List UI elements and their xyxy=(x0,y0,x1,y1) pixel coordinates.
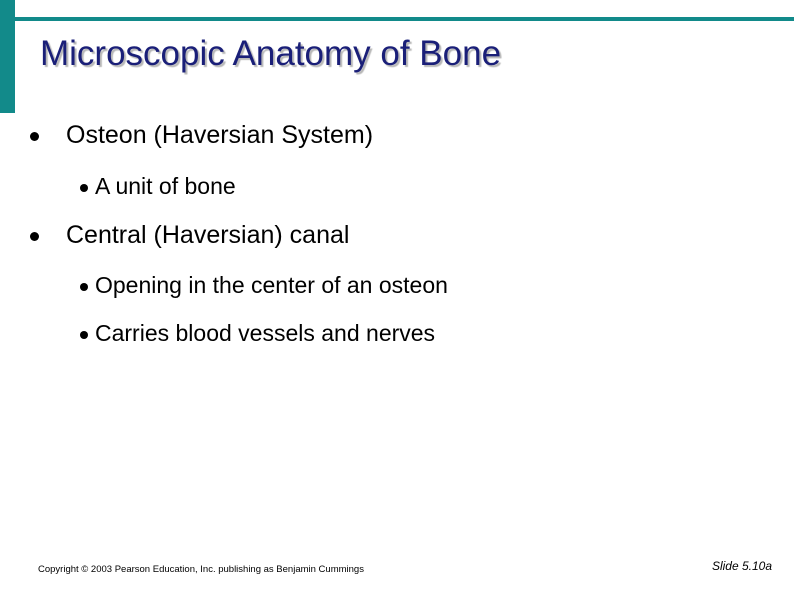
bullet-central-canal xyxy=(30,221,349,250)
subbullet-unit-of-bone xyxy=(80,173,236,200)
subbullet-carries xyxy=(80,320,435,347)
subbullet-dot-icon xyxy=(80,283,88,291)
subbullet-text: Opening in the center of an osteon xyxy=(95,272,448,298)
subbullet-dot-icon xyxy=(80,184,88,192)
bullet-text: Central (Haversian) canal xyxy=(66,221,350,249)
subbullet-opening xyxy=(80,272,448,299)
slide-number: Slide 5.10a xyxy=(711,559,772,573)
bullet-osteon xyxy=(30,121,373,150)
bullet-text: Osteon (Haversian System) xyxy=(66,121,374,149)
subbullet-text: Carries blood vessels and nerves xyxy=(95,320,436,346)
slide-title: Microscopic Anatomy of Bone xyxy=(40,34,502,73)
footer-copyright: Copyright © 2003 Pearson Education, Inc. publishing as Benjamin Cummings xyxy=(38,564,364,575)
accent-bar-vertical xyxy=(0,0,15,113)
bullet-dot-icon xyxy=(30,132,39,141)
subbullet-text: A unit of bone xyxy=(95,173,236,199)
accent-bar-horizontal xyxy=(15,17,794,21)
bullet-dot-icon xyxy=(30,232,39,241)
subbullet-dot-icon xyxy=(80,331,88,339)
